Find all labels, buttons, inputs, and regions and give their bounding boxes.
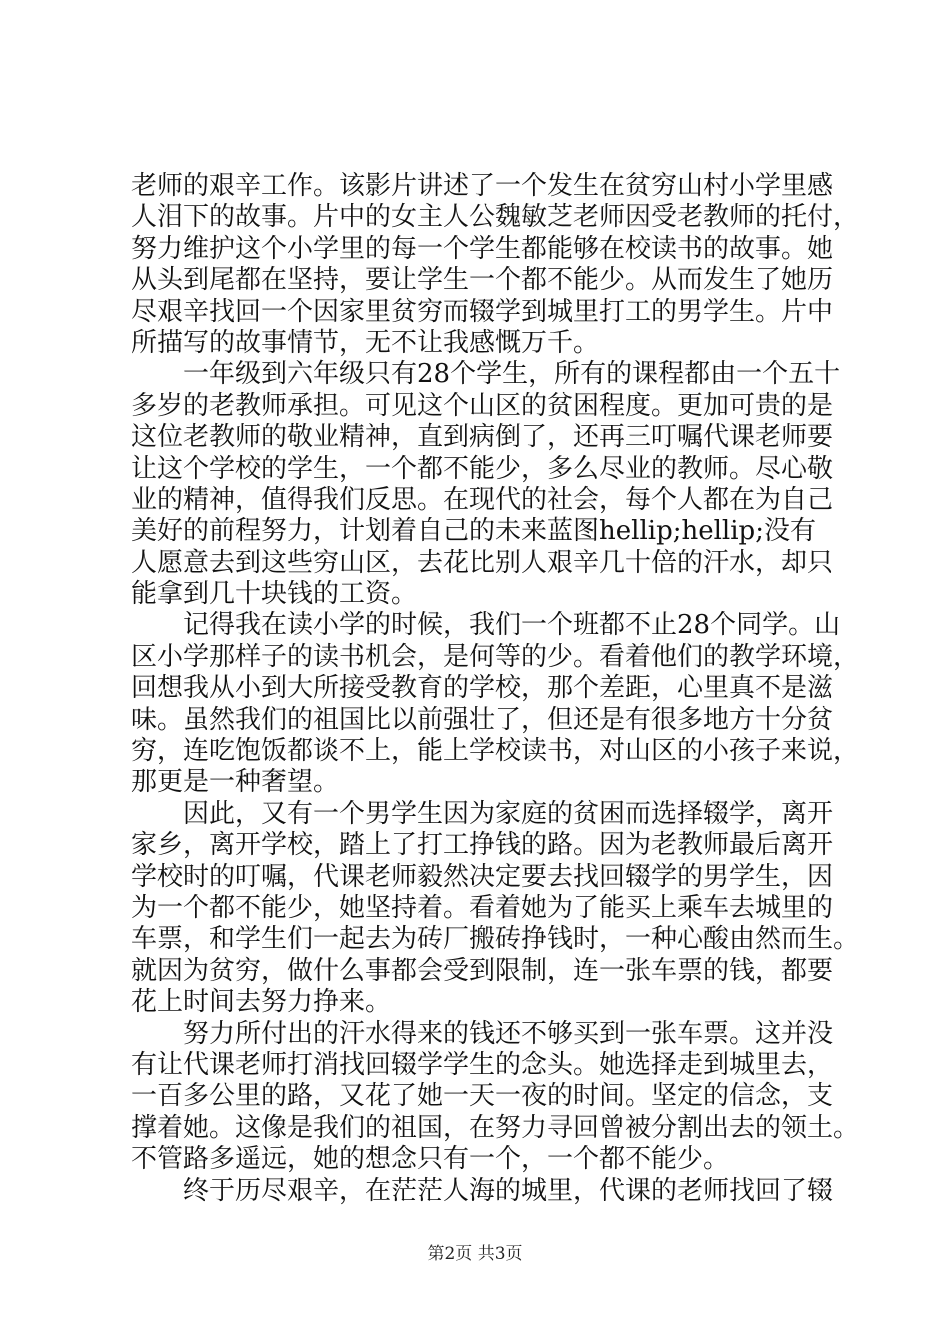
text-line: 不管路多遥远，她的想念只有一个，一个都不能少。	[131, 1144, 730, 1175]
text-line: 努力维护这个小学里的每一个学生都能够在校读书的故事。她	[131, 233, 834, 264]
paragraph-first-line: 因此，又有一个男学生因为家庭的贫困而选择辍学，离开	[183, 798, 834, 829]
text-line: 撑着她。这像是我们的祖国，在努力寻回曾被分割出去的领土。	[131, 1112, 860, 1143]
text-line: 就因为贫穷，做什么事都会受到限制，连一张车票的钱，都要	[131, 955, 834, 986]
text-line: 一百多公里的路，又花了她一天一夜的时间。坚定的信念，支	[131, 1081, 834, 1112]
page-number-label: 第2页 共3页	[427, 1244, 523, 1264]
text-line: 花上时间去努力挣来。	[131, 987, 392, 1018]
text-line: 穷，连吃饱饭都谈不上，能上学校读书，对山区的小孩子来说，	[131, 736, 860, 767]
paragraph-first-line: 终于历尽艰辛，在茫茫人海的城里，代课的老师找回了辍	[183, 1175, 834, 1206]
text-line: 让这个学校的学生，一个都不能少，多么尽业的教师。尽心敬	[131, 453, 834, 484]
text-line: 那更是一种奢望。	[131, 767, 340, 798]
text-line: 人泪下的故事。片中的女主人公魏敏芝老师因受老教师的托付，	[131, 202, 860, 233]
text-line: 美好的前程努力，计划着自己的未来蓝图hellip;hellip;没有	[131, 516, 816, 547]
body-text	[131, 171, 860, 1207]
text-line: 回想我从小到大所接受教育的学校，那个差距，心里真不是滋	[131, 673, 834, 704]
text-line: 味。虽然我们的祖国比以前强壮了，但还是有很多地方十分贫	[131, 704, 834, 735]
text-line: 有让代课老师打消找回辍学学生的念头。她选择走到城里去，	[131, 1049, 834, 1080]
text-line: 家乡，离开学校，踏上了打工挣钱的路。因为老教师最后离开	[131, 830, 834, 861]
text-line: 车票，和学生们一起去为砖厂搬砖挣钱时，一种心酸由然而生。	[131, 924, 860, 955]
text-line: 为一个都不能少，她坚持着。看着她为了能买上乘车去城里的	[131, 892, 834, 923]
text-line: 学校时的叮嘱，代课老师毅然决定要去找回辍学的男学生，因	[131, 861, 834, 892]
text-line: 业的精神，值得我们反思。在现代的社会，每个人都在为自己	[131, 484, 834, 515]
text-line: 多岁的老教师承担。可见这个山区的贫困程度。更加可贵的是	[131, 390, 834, 421]
paragraph-first-line: 努力所付出的汗水得来的钱还不够买到一张车票。这并没	[183, 1018, 834, 1049]
paragraph-first-line: 记得我在读小学的时候，我们一个班都不止28个同学。山	[183, 610, 841, 641]
paragraph-first-line: 一年级到六年级只有28个学生，所有的课程都由一个五十	[183, 359, 841, 390]
text-line: 人愿意去到这些穷山区，去花比别人艰辛几十倍的汗水，却只	[131, 547, 834, 578]
text-line: 从头到尾都在坚持，要让学生一个都不能少。从而发生了她历	[131, 265, 834, 296]
text-line: 老师的艰辛工作。该影片讲述了一个发生在贫穷山村小学里感	[131, 171, 834, 201]
text-line: 区小学那样子的读书机会，是何等的少。看着他们的教学环境，	[131, 641, 860, 672]
text-line: 这位老教师的敬业精神，直到病倒了，还再三叮嘱代课老师要	[131, 422, 834, 453]
text-line: 能拿到几十块钱的工资。	[131, 579, 418, 610]
text-line: 所描写的故事情节，无不让我感慨万千。	[131, 327, 600, 358]
page-footer	[0, 1243, 950, 1265]
text-line: 尽艰辛找回一个因家里贫穷而辍学到城里打工的男学生。片中	[131, 296, 834, 327]
